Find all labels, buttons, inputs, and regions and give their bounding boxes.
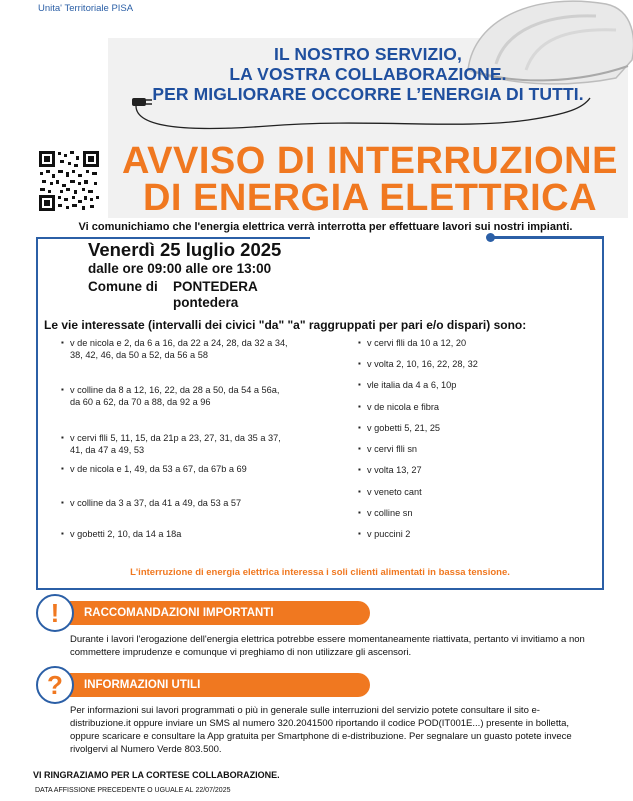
bullet-icon: ▪ [358, 338, 361, 347]
frame-accent-line [492, 236, 604, 239]
posting-date-label: DATA AFFISSIONE PRECEDENTE O UGUALE AL [35, 787, 194, 794]
qr-code [38, 150, 100, 212]
low-voltage-note: L'interruzione di energia elettrica interessa i soli clienti alimentati in bassa tensione. [130, 567, 510, 578]
info-header: INFORMAZIONI UTILI [70, 673, 370, 697]
street-item: ▪ v colline da 3 a 37, da 41 a 49, da 53 a 57 [61, 498, 242, 508]
bullet-icon: ▪ [358, 444, 361, 453]
locality-name: pontedera [173, 295, 239, 310]
bullet-icon: ▪ [358, 529, 361, 538]
title-line-2: DI ENERGIA ELETTRICA [142, 177, 598, 219]
street-item: ▪ v colline da 8 a 12, 16, 22, da 28 a 50, da 54 a 56a, da 60 a 62, da 70 a 88, da 92 a 96 [61, 385, 280, 407]
bullet-icon: ▪ [61, 433, 64, 442]
slogan-line-1: IL NOSTRO SERVIZIO, [274, 44, 462, 64]
recommendations-header: RACCOMANDAZIONI IMPORTANTI [70, 601, 370, 625]
outage-hours: dalle ore 09:00 alle ore 13:00 [88, 261, 272, 276]
bullet-icon: ▪ [61, 464, 64, 473]
bullet-icon: ▪ [358, 380, 361, 389]
unit-name: Unita' Territoriale PISA [38, 3, 134, 14]
street-item: ▪ v volta 13, 27 [358, 465, 422, 475]
bullet-icon: ▪ [358, 508, 361, 517]
bullet-icon: ▪ [358, 465, 361, 474]
intro-text: Vi comunichiamo che l'energia elettrica verrà interrotta per effettuare lavori sui nostri impianti. [78, 221, 573, 233]
notice-title [110, 140, 630, 219]
frame-gap [310, 233, 492, 242]
street-item: ▪ v volta 2, 10, 16, 22, 28, 32 [358, 359, 478, 369]
street-item: ▪ v de nicola e fibra [358, 402, 440, 412]
street-item: ▪ v veneto cant [358, 487, 422, 497]
bullet-icon: ▪ [358, 423, 361, 432]
posting-date-value: 22/07/2025 [195, 787, 231, 794]
comune-name: PONTEDERA [173, 279, 258, 294]
street-item: ▪ v colline sn [358, 508, 413, 518]
slogan-line-2: LA VOSTRA COLLABORAZIONE. [229, 64, 507, 84]
street-item: ▪ v cervi flli 5, 11, 15, da 21p a 23, 27, 31, da 35 a 37, 41, da 47 a 49, 53 [61, 433, 281, 455]
bullet-icon: ▪ [61, 498, 64, 507]
street-item: ▪ v gobetti 5, 21, 25 [358, 423, 441, 433]
bullet-icon: ▪ [358, 359, 361, 368]
comune-label: Comune di [88, 279, 158, 294]
bullet-icon: ▪ [61, 529, 64, 538]
slogan-line-3: PER MIGLIORARE OCCORRE L’ENERGIA DI TUTTI. [152, 84, 584, 104]
outage-date: Venerdì 25 luglio 2025 [88, 239, 282, 260]
title-line-1: AVVISO DI INTERRUZIONE [122, 140, 618, 182]
street-item: ▪ v puccini 2 [358, 529, 411, 539]
posting-date [33, 787, 231, 794]
bullet-icon: ▪ [61, 338, 64, 347]
frame-accent-dot [486, 233, 495, 242]
plug-cable-icon [128, 96, 598, 136]
bullet-icon: ▪ [358, 487, 361, 496]
slogan [108, 44, 628, 104]
street-item: ▪ v gobetti 2, 10, da 14 a 18a [61, 529, 182, 539]
question-icon: ? [36, 666, 74, 704]
street-item: ▪ v de nicola e 1, 49, da 53 a 67, da 67b a 69 [61, 464, 247, 474]
bullet-icon: ▪ [358, 402, 361, 411]
exclamation-icon: ! [36, 594, 74, 632]
street-item: ▪ v cervi flli sn [358, 444, 418, 454]
info-text: Per informazioni sui lavori programmati o più in generale sulle interruzioni del servizio potete consultare il sito e-distribuzione.it oppure inviare un SMS al numero 320.2041500 riportando il codice POD(IT001E...) presente in bolletta, oppure scaricare e consultare la App gratuita per Smartphone di e-distribuzione. Per segnalare un guasto potete invece rivolgervi al Numero Verde 803.500. [70, 705, 572, 755]
recommendations-text: Durante i lavori l'erogazione dell'energia elettrica potrebbe essere momentaneamente riattivata, pertanto vi invitiamo a non commettere imprudenze e comunque vi preghiamo di non utilizzare gli ascensori. [70, 634, 585, 658]
streets-heading: Le vie interessate (intervalli dei civici "da" "a" raggruppati per pari e/o dispari) sono: [44, 318, 527, 332]
street-item: ▪ vle italia da 4 a 6, 10p [358, 380, 457, 390]
comune-value [173, 279, 258, 311]
street-item: ▪ v de nicola e 2, da 6 a 16, da 22 a 24, 28, da 32 a 34, 38, 42, 46, da 50 a 52, da 56 a 58 [61, 338, 288, 360]
thanks-text: VI RINGRAZIAMO PER LA CORTESE COLLABORAZIONE. [33, 770, 280, 780]
street-item: ▪ v cervi flli da 10 a 12, 20 [358, 338, 467, 348]
bullet-icon: ▪ [61, 385, 64, 394]
